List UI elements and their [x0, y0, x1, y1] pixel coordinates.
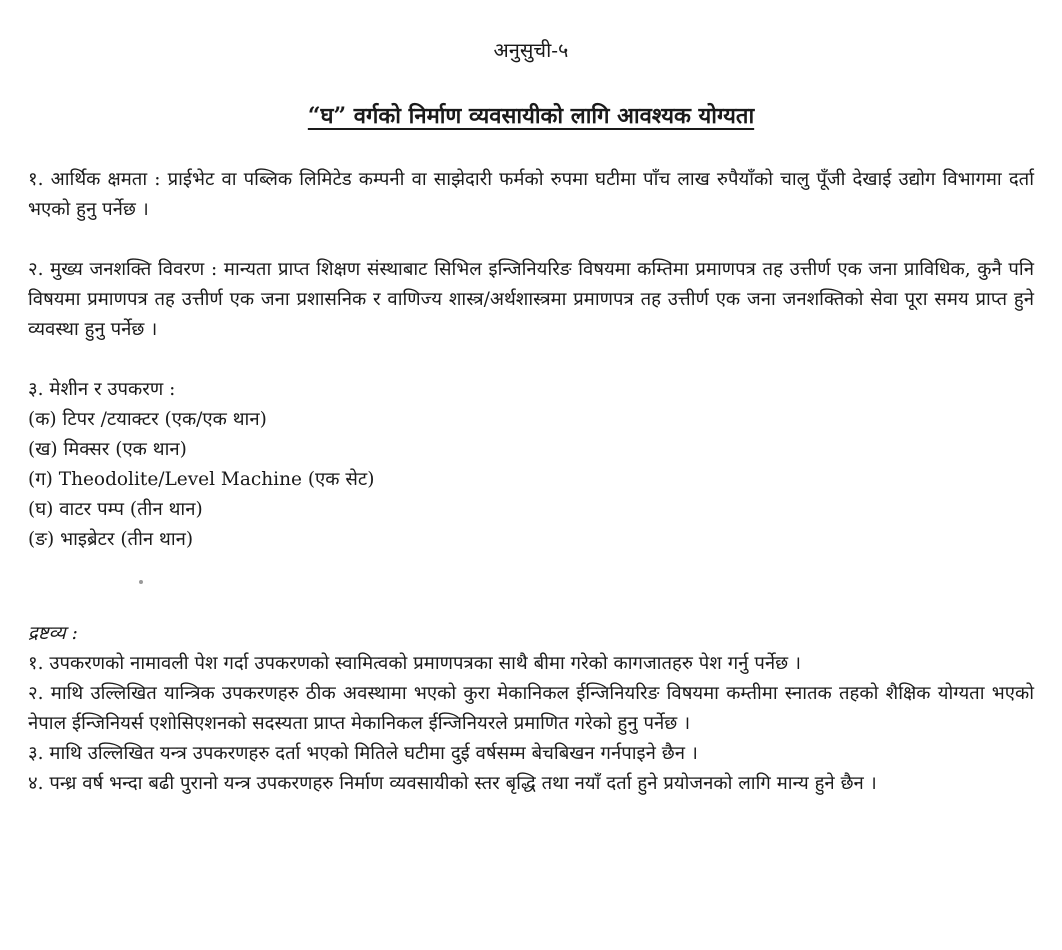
note-item: १. उपकरणको नामावली पेश गर्दा उपकरणको स्वामित्वको प्रमाणपत्रका साथै बीमा गरेको कागजातहरु पेश गर्नु पर्नेछ । — [28, 653, 801, 674]
note-item: ४. पन्ध्र वर्ष भन्दा बढी पुरानो यन्त्र उपकरणहरु निर्माण व्यवसायीको स्तर बृद्धि तथा नयाँ दर्ता हुने प्रयोजनको लागि मान्य हुने छैन । — [28, 773, 877, 794]
equipment-item: (ख) मिक्सर (एक थान) — [28, 439, 187, 460]
section-equipment-heading: ३. मेशीन र उपकरण : — [28, 379, 176, 400]
document-title-text: “घ” वर्गको निर्माण व्यवसायीको लागि आवश्यक योग्यता — [307, 103, 755, 129]
note-item: ३. माथि उल्लिखित यन्त्र उपकरणहरु दर्ता भएको मितिले घटीमा दुई वर्षसम्म बेचबिखन गर्नपाइने छैन । — [28, 743, 698, 764]
scan-speck — [139, 580, 143, 584]
equipment-item: (ग) Theodolite/Level Machine (एक सेट) — [28, 469, 375, 490]
equipment-item: (क) टिपर /टयाक्टर (एक/एक थान) — [28, 409, 267, 430]
document-title — [0, 100, 1062, 130]
equipment-item: (ङ) भाइब्रेटर (तीन थान) — [28, 529, 194, 550]
annex-label: अनुसुची-५ — [493, 38, 569, 62]
document-body — [28, 165, 1034, 799]
section-manpower: २. मुख्य जनशक्ति विवरण : मान्यता प्राप्त शिक्षण संस्थाबाट सिभिल इन्जिनियरिङ विषयमा कम्तिमा प्रमाणपत्र तह उत्तीर्ण एक जना प्राविधिक, कुनै पनि विषयमा प्रमाणपत्र तह उत्तीर्ण एक जना प्रशासनिक र वाणिज्य शास्त्र/अर्थशास्त्रमा प्रमाणपत्र तह उत्तीर्ण एक जना जनशक्तिको सेवा पूरा समय प्राप्त हुने व्यवस्था हुनु पर्नेछ । — [28, 259, 1034, 340]
equipment-item: (घ) वाटर पम्प (तीन थान) — [28, 499, 203, 520]
notes-heading: द्रष्टव्य : — [28, 623, 78, 644]
note-item: २. माथि उल्लिखित यान्त्रिक उपकरणहरु ठीक अवस्थामा भएको कुरा मेकानिकल ईन्जिनियरिङ विषयमा कम्तीमा स्नातक तहको शैक्षिक योग्यता भएको नेपाल ईन्जिनियर्स एशोसिएशनको सदस्यता प्राप्त मेकानिकल ईन्जिनियरले प्रमाणित गरेको हुनु पर्नेछ । — [28, 683, 1034, 734]
section-financial-capacity: १. आर्थिक क्षमता : प्राईभेट वा पब्लिक लिमिटेड कम्पनी वा साझेदारी फर्मको रुपमा घटीमा पाँच लाख रुपैयाँको चालु पूँजी देखाई उद्योग विभागमा दर्ता भएको हुनु पर्नेछ । — [28, 169, 1034, 220]
